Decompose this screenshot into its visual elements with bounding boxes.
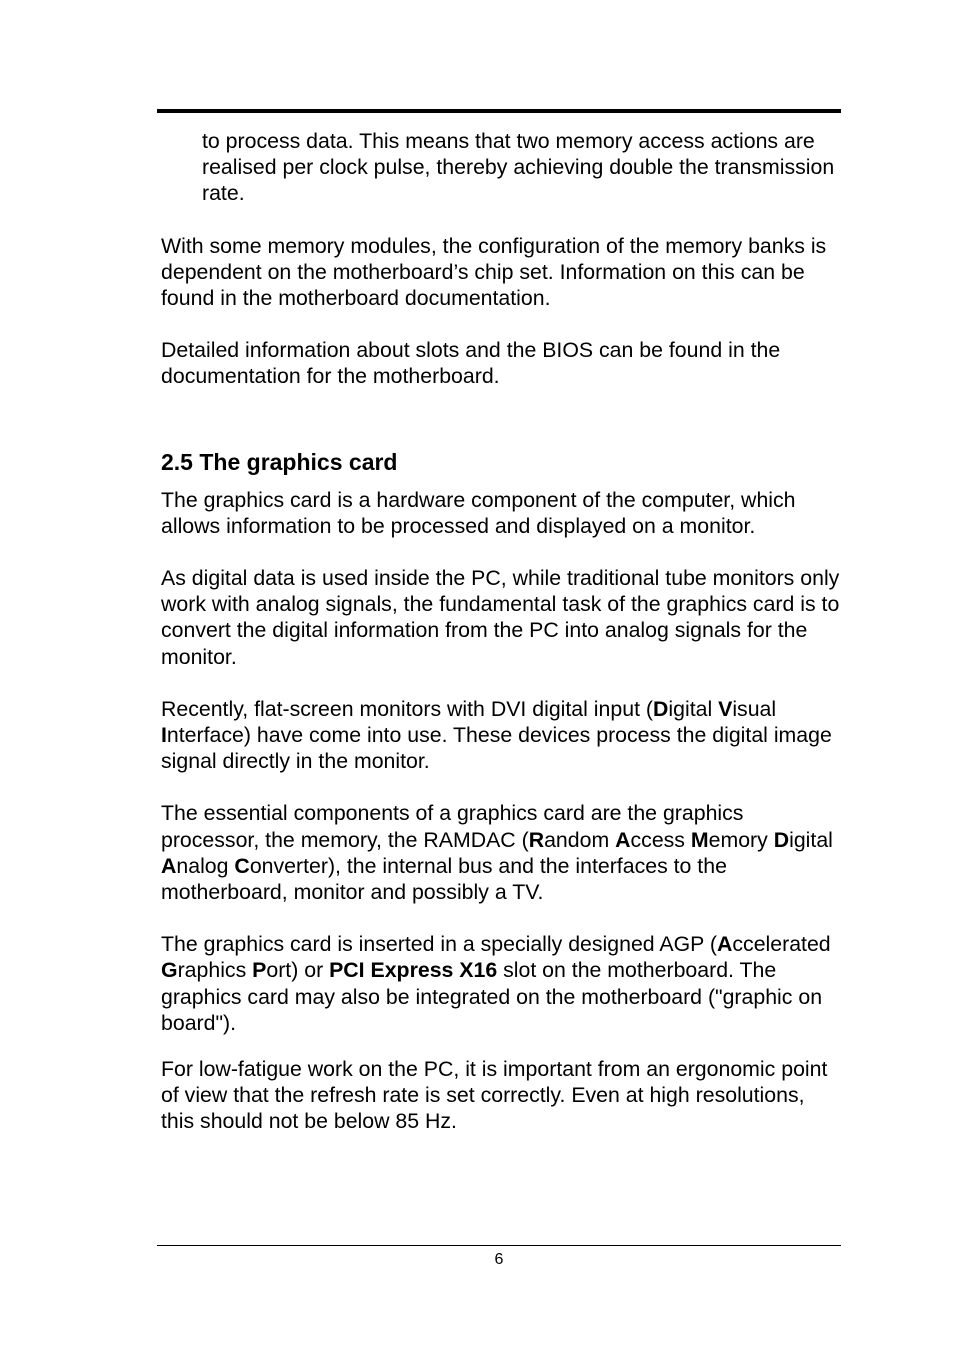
acronym-letter: D bbox=[773, 827, 790, 852]
text-span: igital bbox=[789, 827, 833, 852]
text-span: igital bbox=[668, 696, 719, 721]
acronym-letter: A bbox=[161, 853, 177, 878]
acronym-letter: A bbox=[615, 827, 631, 852]
acronym-letter: C bbox=[234, 853, 250, 878]
acronym-letter: P bbox=[252, 958, 267, 983]
dvi-paragraph bbox=[161, 696, 841, 775]
memory-banks-paragraph: With some memory modules, the configuration of the memory banks is dependent on the motherboard’s chip set. Information on this can be found in the motherboard documentation. bbox=[161, 233, 827, 311]
text-span: andom bbox=[544, 827, 616, 852]
acronym-letter: I bbox=[161, 723, 167, 748]
acronym-letter: V bbox=[718, 696, 733, 721]
acronym-letter: A bbox=[717, 932, 733, 957]
footer-rule bbox=[157, 1245, 841, 1246]
text-span: ort) or bbox=[266, 958, 330, 983]
page-number: 6 bbox=[494, 1251, 504, 1268]
text-span: nalog bbox=[176, 853, 235, 878]
agp-paragraph bbox=[161, 931, 841, 1036]
text-span: Recently, flat-screen monitors with DVI digital input ( bbox=[161, 696, 653, 721]
text-span: ccess bbox=[630, 827, 691, 852]
ramdac-paragraph bbox=[161, 800, 841, 905]
page-body bbox=[161, 128, 841, 1135]
text-span: emory bbox=[708, 827, 774, 852]
digital-analog-paragraph: As digital data is used inside the PC, while traditional tube monitors only work with analog signals, the fundamental task of the graphics card is to convert the digital information from the PC into analog signals for the monitor. bbox=[161, 566, 840, 669]
refresh-rate-paragraph: For low-fatigue work on the PC, it is important from an ergonomic point of view that the refresh rate is set correctly. Even at high resolutions, this should not be below 85 Hz. bbox=[161, 1057, 828, 1134]
pci-express-term: PCI Express X16 bbox=[329, 958, 498, 983]
text-span: The essential components of a graphics card are the graphics processor, the memory, the RAMDAC ( bbox=[161, 801, 744, 852]
text-span: nterface) have come into use. These devices process the digital image signal directly in the monitor. bbox=[161, 723, 832, 774]
acronym-letter: D bbox=[653, 696, 669, 721]
acronym-letter: G bbox=[161, 958, 178, 983]
text-span: ccelerated bbox=[732, 932, 831, 957]
text-span: The graphics card is inserted in a specially designed AGP ( bbox=[161, 932, 717, 957]
text-span: raphics bbox=[177, 958, 253, 983]
text-span: isual bbox=[732, 696, 777, 721]
slots-bios-paragraph: Detailed information about slots and the BIOS can be found in the documentation for the motherboard. bbox=[161, 338, 781, 389]
section-heading: 2.5 The graphics card bbox=[161, 448, 398, 475]
text-span: slot on the motherboard. The graphics card may also be integrated on the motherboard ("graphic on board"). bbox=[161, 958, 823, 1035]
header-rule bbox=[157, 109, 841, 113]
definition-paragraph: The graphics card is a hardware component of the computer, which allows information to be processed and displayed on a monitor. bbox=[161, 487, 796, 538]
text-span: onverter), the internal bus and the interfaces to the motherboard, monitor and possibly a TV. bbox=[161, 853, 727, 905]
acronym-letter: M bbox=[690, 827, 709, 852]
acronym-letter: R bbox=[528, 827, 545, 852]
continuation-paragraph: to process data. This means that two memory access actions are realised per clock pulse, thereby achieving double the transmission rate. bbox=[202, 129, 835, 206]
